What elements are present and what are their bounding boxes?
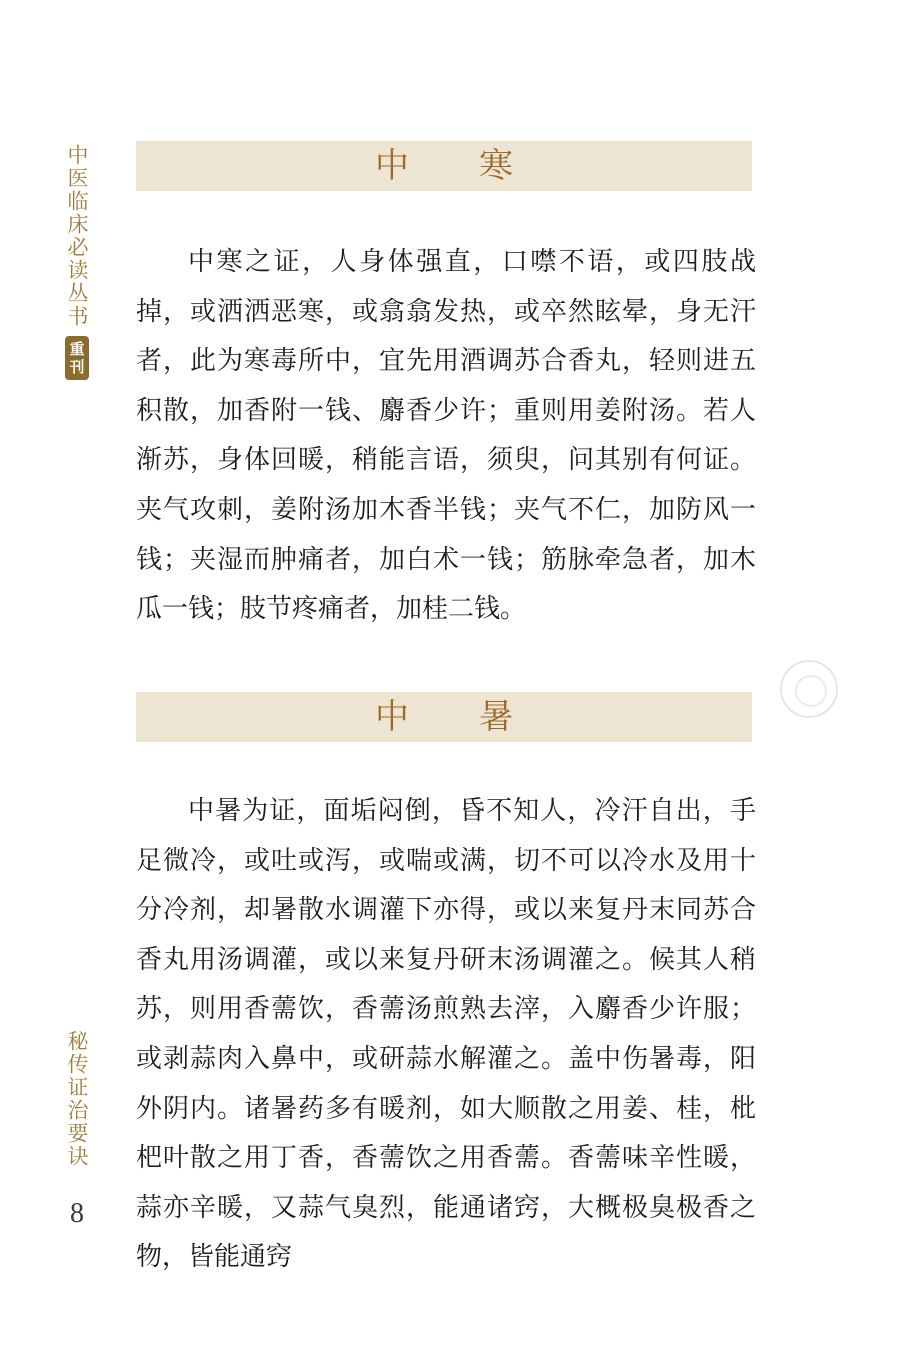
watermark-stamp bbox=[780, 660, 838, 718]
series-title: 中医临床必读丛书 bbox=[65, 144, 89, 328]
seal-char: 重 bbox=[69, 340, 85, 358]
heading-char: 中 bbox=[375, 146, 409, 186]
section-heading-zhongshu bbox=[136, 692, 752, 742]
page-number: 8 bbox=[70, 1198, 84, 1229]
section-paragraph-zhonghan: 中寒之证，人身体强直，口噤不语，或四肢战掉，或洒洒恶寒，或翕翕发热，或卒然眩晕，身无汗者，此为寒毒所中，宜先用酒调苏合香丸，轻则进五积散，加香附一钱、麝香少许；重则用姜附汤。若人渐苏，身体回暖，稍能言语，须臾，问其别有何证。夹气攻刺，姜附汤加木香半钱；夹气不仁，加防风一钱；夹湿而肿痛者，加白术一钱；筋脉牵急者，加木瓜一钱；肢节疼痛者，加桂二钱。 bbox=[136, 247, 756, 625]
seal-char: 刊 bbox=[69, 358, 85, 376]
section-paragraph-zhongshu: 中暑为证，面垢闷倒，昏不知人，冷汗自出，手足微冷，或吐或泻，或喘或满，切不可以冷水及用十分冷剂，却暑散水调灌下亦得，或以来复丹末同苏合香丸用汤调灌，或以来复丹研末汤调灌之。候其人稍苏，则用香薷饮，香薷汤煎熟去滓，入麝香少许服；或剥蒜肉入鼻中，或研蒜水解灌之。盖中伤暑毒，阳外阴内。诸暑药多有暖剂，如大顺散之用姜、桂，枇杷叶散之用丁香，香薷饮之用香薷。香薷味辛性暖，蒜亦辛暖，又蒜气臭烈，能通诸窍，大概极臭极香之物，皆能通窍 bbox=[136, 796, 756, 1273]
heading-char: 寒 bbox=[479, 146, 513, 186]
reprint-seal bbox=[65, 336, 89, 380]
section-heading-zhonghan bbox=[136, 141, 752, 191]
heading-char: 暑 bbox=[479, 697, 513, 737]
book-title-vertical bbox=[64, 1030, 90, 1168]
heading-char: 中 bbox=[375, 697, 409, 737]
series-title-vertical bbox=[64, 144, 90, 380]
book-title: 秘传证治要诀 bbox=[65, 1030, 89, 1168]
